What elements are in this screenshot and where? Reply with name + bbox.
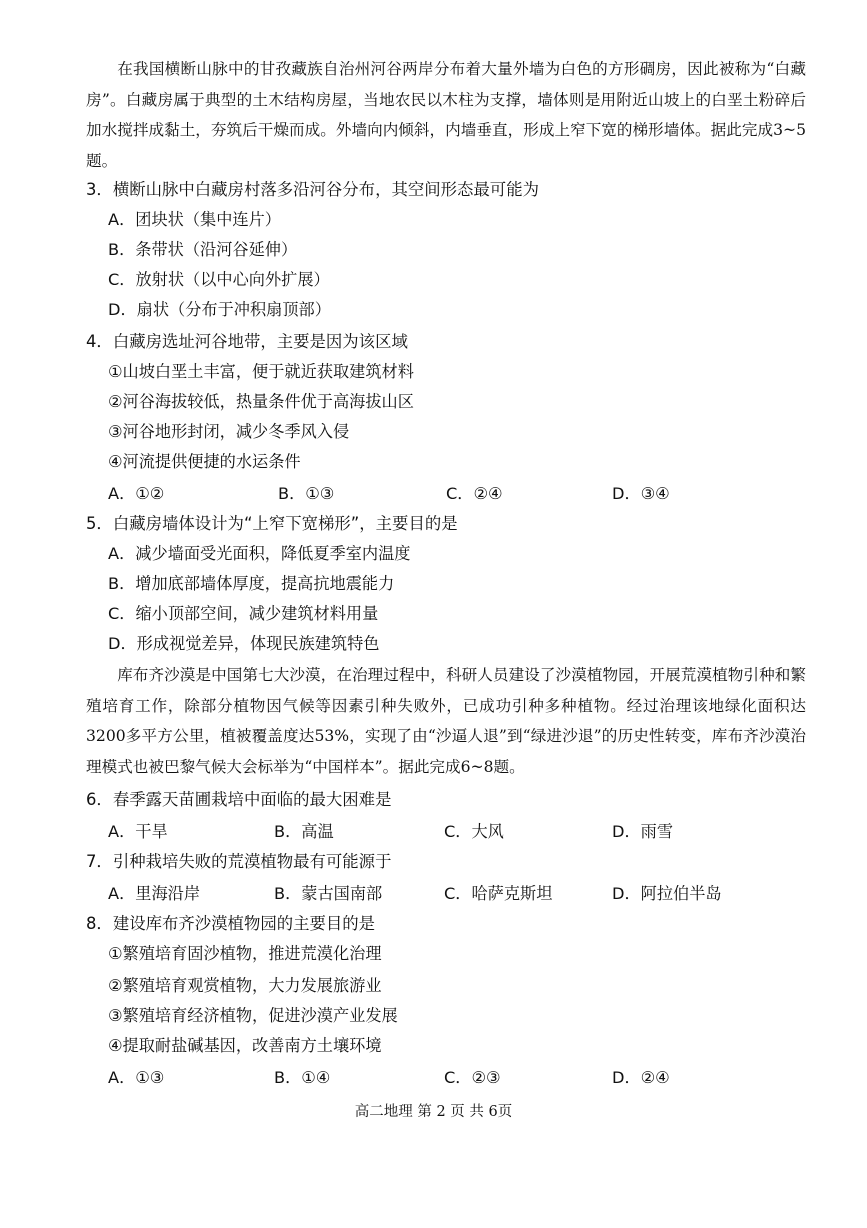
question-7-stem: 7．引种栽培失败的荒漠植物最有可能源于	[86, 852, 392, 871]
question-4-option-a: A．①②	[108, 484, 165, 503]
question-4-statement-1: ①山坡白垩土丰富，便于就近获取建筑材料	[108, 362, 414, 381]
question-4-option-d: D．③④	[612, 484, 670, 503]
question-5-option-b: B．增加底部墙体厚度，提高抗地震能力	[108, 574, 395, 593]
passage-white-tibetan-houses: 在我国横断山脉中的甘孜藏族自治州河谷两岸分布着大量外墙为白色的方形碉房，因此被称为“白藏房”。白藏房属于典型的土木结构房屋，当地农民以木柱为支撑，墙体则是用附近山坡上的白垩土粉碎后加水搅拌成黏土，夯筑后干燥而成。外墙向内倾斜，内墙垂直，形成上窄下宽的梯形墙体。据此完成3~5题。	[86, 60, 806, 170]
question-6-stem: 6．春季露天苗圃栽培中面临的最大困难是	[86, 790, 392, 809]
question-6-option-b: B．高温	[274, 822, 334, 841]
question-5-option-a: A．减少墙面受光面积，降低夏季室内温度	[108, 544, 411, 563]
passage-kubuqi-desert: 库布齐沙漠是中国第七大沙漠，在治理过程中，科研人员建设了沙漠植物园，开展荒漠植物引种和繁殖培育工作，除部分植物因气候等因素引种失败外，已成功引种多种植物。经过治理该地绿化面积达3200多平方公里，植被覆盖度达53%，实现了由“沙逼人退”到“绿进沙退”的历史性转变，库布齐沙漠治理模式也被巴黎气候大会标举为“中国样本”。据此完成6~8题。	[86, 666, 806, 776]
question-8-option-c: C．②③	[444, 1068, 501, 1087]
question-4-stem: 4．白藏房选址河谷地带，主要是因为该区域	[86, 332, 408, 351]
question-3-option-a: A．团块状（集中连片）	[108, 210, 281, 229]
question-8-statement-2: ②繁殖培育观赏植物，大力发展旅游业	[108, 976, 382, 995]
question-7-option-c: C．哈萨克斯坦	[444, 884, 553, 903]
question-7-option-d: D．阿拉伯半岛	[612, 884, 722, 903]
question-4-statement-2: ②河谷海拔较低，热量条件优于高海拔山区	[108, 392, 414, 411]
question-7-option-b: B．蒙古国南部	[274, 884, 383, 903]
question-8-option-b: B．①④	[274, 1068, 331, 1087]
question-7-option-a: A．里海沿岸	[108, 884, 201, 903]
question-3-option-b: B．条带状（沿河谷延伸）	[108, 240, 298, 259]
question-3-option-d: D．扇状（分布于冲积扇顶部）	[108, 300, 331, 319]
question-3-stem: 3．横断山脉中白藏房村落多沿河谷分布，其空间形态最可能为	[86, 180, 539, 199]
question-4-statement-4: ④河流提供便捷的水运条件	[108, 452, 301, 471]
question-6-option-d: D．雨雪	[612, 822, 674, 841]
question-8-statement-1: ①繁殖培育固沙植物，推进荒漠化治理	[108, 944, 382, 963]
question-5-stem: 5．白藏房墙体设计为“上窄下宽梯形”，主要目的是	[86, 514, 458, 533]
question-8-statement-3: ③繁殖培育经济植物，促进沙漠产业发展	[108, 1006, 398, 1025]
question-8-stem: 8．建设库布齐沙漠植物园的主要目的是	[86, 914, 376, 933]
question-6-option-a: A．干旱	[108, 822, 168, 841]
question-6-option-c: C．大风	[444, 822, 504, 841]
question-5-option-c: C．缩小顶部空间，减少建筑材料用量	[108, 604, 379, 623]
question-8-option-d: D．②④	[612, 1068, 670, 1087]
question-4-option-b: B．①③	[278, 484, 335, 503]
question-4-option-c: C．②④	[446, 484, 503, 503]
question-5-option-d: D．形成视觉差异，体现民族建筑特色	[108, 634, 380, 653]
question-8-option-a: A．①③	[108, 1068, 165, 1087]
question-3-option-c: C．放射状（以中心向外扩展）	[108, 270, 330, 289]
question-4-statement-3: ③河谷地形封闭，减少冬季风入侵	[108, 422, 350, 441]
question-8-statement-4: ④提取耐盐碱基因，改善南方土壤环境	[108, 1036, 382, 1055]
page-footer: 高二地理 第 2 页 共 6页	[354, 1104, 513, 1120]
